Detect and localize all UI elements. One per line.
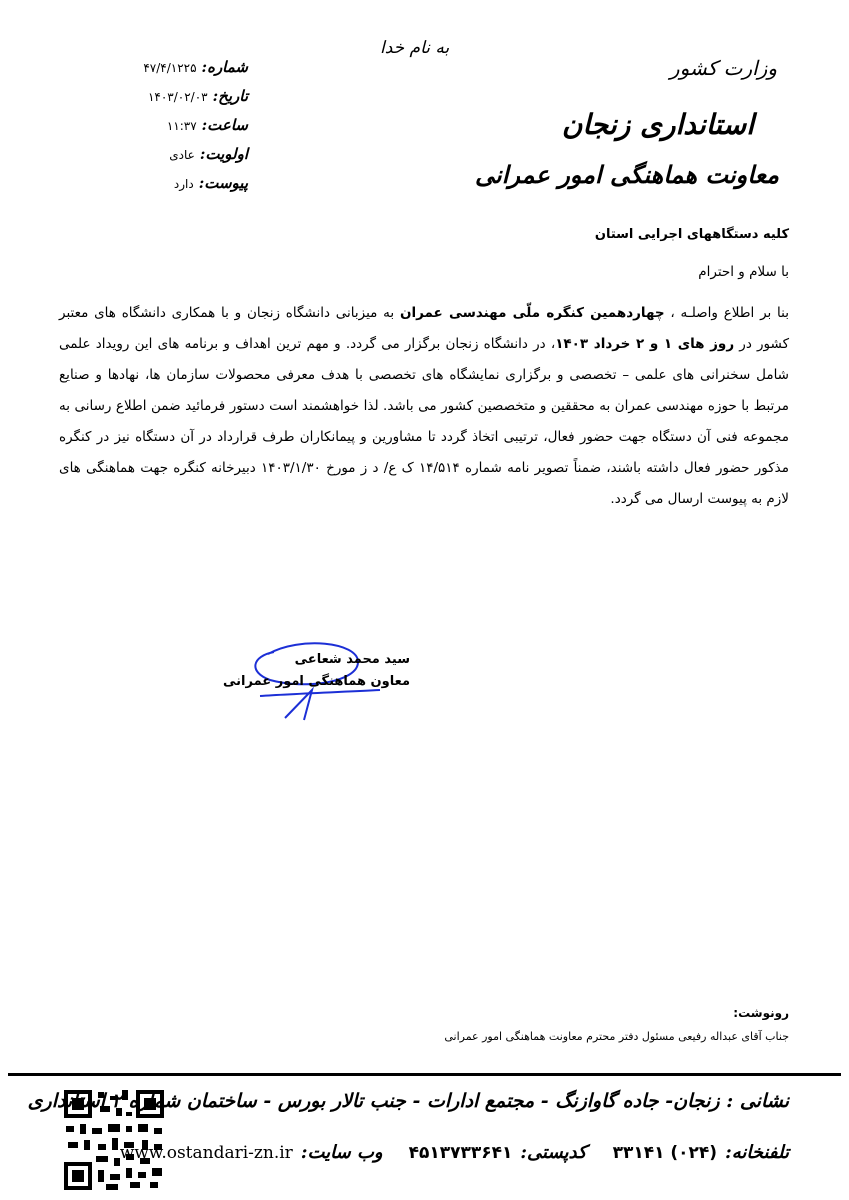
meta-number-label: شماره: [201, 58, 248, 76]
meta-priority-row [118, 145, 248, 174]
meta-time-label: ساعت: [201, 116, 248, 134]
meta-time-row [118, 116, 248, 145]
postal-code: ۴۵۱۳۷۳۳۶۴۱ [408, 1143, 513, 1163]
meta-attachment-value: دارد [173, 177, 194, 191]
meta-date-value: ۱۴۰۳/۰۲/۰۳ [147, 90, 208, 104]
meta-number-row [118, 58, 248, 87]
basmala: به نام خدا [380, 38, 450, 58]
meta-date-row [118, 87, 248, 116]
signatory-title: معاون هماهنگی امور عمرانی [223, 674, 410, 689]
body-part-3: ، در دانشگاه زنجان برگزار می گردد. و مهم ترین اهداف و برنامه های این رویداد علمی شامل سخنرانی های علمی – تخصصی و برگزاری نمایشگاه های تخصصی با هدف معرفی محصولات سازمان ها، نهادها و صنایع مرتبط با حوزه مهندسی عمران به محققین و متخصصین کشور می باشد. لذا خواهشمند است دستور فرمائید ضمن اطلاع رسانی به مجموعه فنی آن دستگاه جهت حضور فعال، ترتیبی اتخاذ گردد تا مشاورین و پیمانکاران طرف قرارداد در آن دستگاه نیز در کنگره مذکور حضور فعال داشته باشند، ضمناً تصویر نامه شماره ۱۴/۵۱۴ ک ع/ د ز مورخ ۱۴۰۳/۱/۳۰ دبیرخانه کنگره جهت هماهنگی های لازم به پیوست ارسال می گردد. [59, 336, 789, 507]
footer-divider [8, 1073, 841, 1076]
meta-attachment-row [118, 174, 248, 203]
cc-recipient: جناب آقای عبداله رفیعی مسئول دفتر محترم معاونت هماهنگی امور عمرانی [444, 1030, 789, 1043]
greeting: با سلام و احترام [698, 264, 789, 280]
signature-block [223, 640, 410, 722]
signatory-name: سید محمد شعاعی [294, 652, 410, 667]
letter-body [59, 298, 789, 515]
deputy-office: معاونت هماهنگی امور عمرانی [475, 160, 779, 189]
letter-meta [118, 58, 248, 203]
footer-contact [120, 1142, 789, 1163]
body-part-1: بنا بر اطلاع واصلـه ، [664, 305, 790, 321]
meta-priority-label: اولویت: [199, 145, 248, 163]
phone-label: تلفنخانه: [725, 1142, 789, 1163]
ministry-name: وزارت کشور [669, 56, 777, 80]
recipient: کلیه دستگاههای اجرایی استان [594, 227, 789, 242]
cc-label: رونوشت: [733, 1006, 789, 1020]
meta-attachment-label: پیوست: [198, 174, 248, 192]
postal-code-label: کدپستی: [520, 1142, 587, 1163]
website-label: وب سایت: [300, 1142, 383, 1163]
footer-address: نشانی : زنجان- جاده گاوازنگ - مجتمع ادارات - جنب تالار بورس - ساختمان شماره ۲ استانداری [27, 1090, 789, 1112]
body-part-2: به میزبانی دانشگاه زنجان و با همکاری دانشگاه های معتبر کشور در [59, 305, 789, 352]
meta-time-value: ۱۱:۳۷ [166, 119, 197, 133]
event-dates: روز های ۱ و ۲ خرداد ۱۴۰۳ [555, 336, 735, 352]
meta-date-label: تاریخ: [212, 87, 248, 105]
website-link[interactable]: www.ostandari-zn.ir [119, 1143, 293, 1163]
province-governorate: استانداری زنجان [561, 108, 754, 141]
meta-priority-value: عادی [169, 148, 195, 162]
phone-number: (۰۲۴) ۳۳۱۴۱ [612, 1143, 718, 1163]
event-name: چهاردهمین کنگره ملّی مهندسی عمران [399, 305, 665, 321]
meta-number-value: ۴۷/۴/۱۲۲۵ [143, 61, 197, 75]
